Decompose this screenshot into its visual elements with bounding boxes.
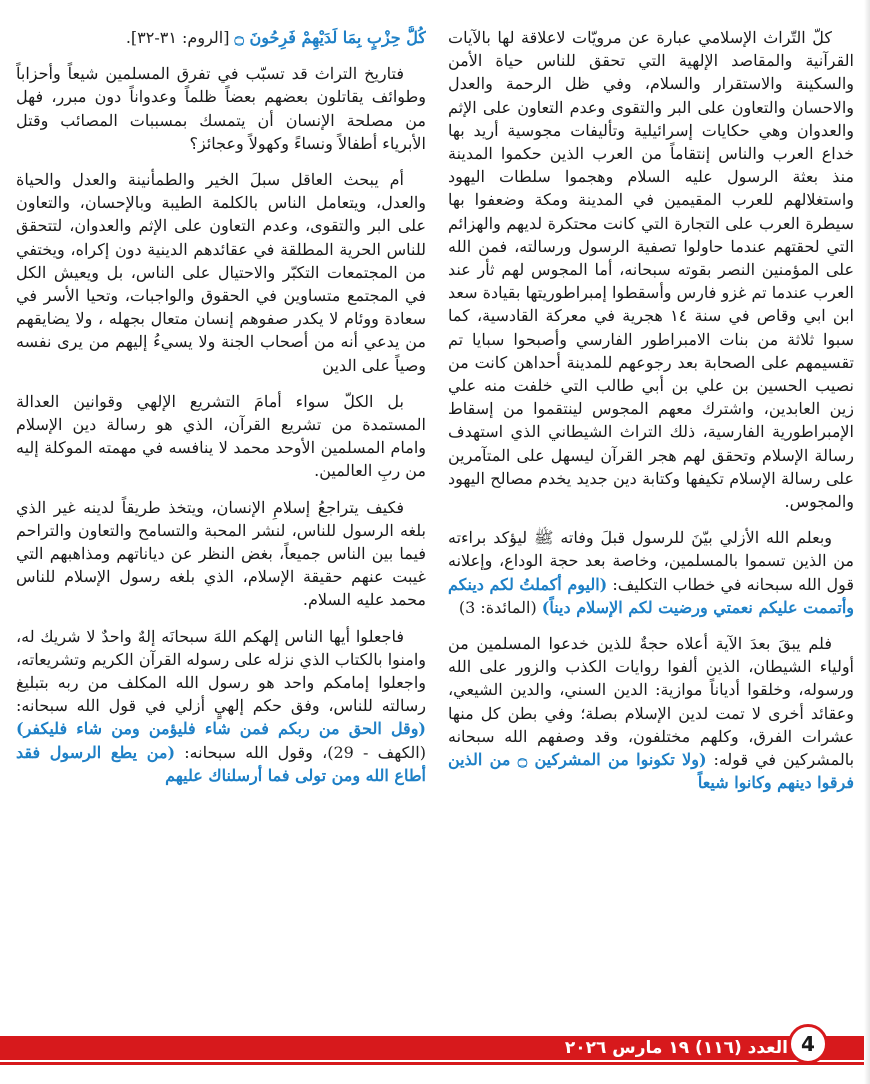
quran-verse: (اليوم أكملتُ لكم دينكم وأتممت عليكم نعمتي ورضيت لكم الإسلام ديناً): [448, 574, 854, 617]
paragraph-text: فلم يبقَ بعدَ الآية أعلاه حجةٌ للذين خدعوا المسلمين من أولياء الشيطان، الذين ألفوا روايات الكذب والزور على الله ورسوله، وخلقوا أدياناً موازية: الدين السني، والدين الشيعي، وعقائد أخرى لا تمت لدين الإسلام بصلة؛ وفي بطن كل منها عشرات الفرق، وكلهم مختلفون، وقد وصفهم الله سبحانه بالمشركين في قوله:: [448, 634, 854, 770]
paragraph-text: فاجعلوا أيها الناس إلهكم اللهَ سبحانَه إلهٌ واحدٌ لا شريك له، وامنوا بالكتاب الذي نزله على رسوله القرآن الكريم وتشريعاته، واجعلوا إمامكم واحد هو رسول الله المكلف من ربه بتبليغ رسالته للناس، وفق حكم إلهيٍ أزلي في قول الله سبحانه:: [16, 626, 426, 716]
page-number: 4: [788, 1024, 828, 1064]
paragraph: أم يبحث العاقل سبلَ الخير والطمأنينة والعدل والحياة والعدل، ويتعامل الناس بالكلمة الطيبة وبالإحسان، والتعاون على البر والتقوى، وعدم التعاون على الإثم والعدوان، لتتحقق للناس الحرية المطلقة في عقائدهم الدينية دون إكراه، ويختفي من المجتمعات التكبّر والاحتيال على الناس، بل ويعيش الكل في المجتمع متساوين في الحقوق والواجبات، وتحيا الأسر في سعادة ووئام لا يكدر صفوهم إنسان متعال بجهله ، ولا يضايقهم من يدعي أنه من أصحاب الجنة ولا يسيءُ إليهم من يرى نفسه وصياً على الدين: [16, 170, 426, 375]
quran-verse: (من يطع الرسول فقد أطاع الله ومن تولى فما أرسلناك عليهم: [16, 742, 426, 785]
paragraph: كلّ التّراث الإسلامي عبارة عن مرويّات لاعلاقة لها بالآيات القرآنية والمقاصد الإلهية التي تحقق للناس حياة الأمن والسكينة والاستقرار والسلام، وفي ظل الرحمة والعدل والاحسان والتعاون على البر والتقوى وعدم التعاون على الإثم والعدوان وهي حكايات إسرائيلية وتأليفات مجوسية أريد بها خداع العرب والناس إنتقاماً من العرب الذين حكموا المدينة منذ بعثة الرسول عليه السلام وهجموا سلطات اليهود واستغلالهم للعرب المقيمين في المدينة ومكة وضعفوا بها سيطرة العرب على التجارة التي كانت محتكرة لديهم والهزائم التي لحقتهم عندما حاولوا تصفية الرسول ورسالته، فمن الله على المؤمنين النصر بقوته سبحانه، أما المجوس لهم ثأر عند العرب عندما تم غزو فارس وأسقطوا إمبراطوريتها بقيادة سعد ابن ابي وقاص في سنة ١٤ هجرية في معركة القادسية، كما سبوا ثلاثة من بنات الامبراطور الفارسي وأصبحوا سبايا تم تقسيمهم على الصحابة بعد رجوعهم للمدينة أحداهن كانت من نصيب الحسين بن علي بن أبي طالب التي خلفت منه علي زين العابدين، واشترك معهم المجوس لينتقموا من إسقاط الإمبراطورية الفارسية، ذلك التراث الشيطاني الذي استهدف رسالة الإسلام وتحقق لهم هجر القرآن ليسهل على المتآمرين على رسالة الإسلام تكيفها وكتابة دين جديد يخدم مصالح اليهود والمجوس.: [448, 28, 854, 512]
paragraph-text: وقول الله سبحانه:: [184, 742, 313, 762]
paragraph-text: وبعلم الله الأزلي بيّنَ للرسول قبلَ وفاته ﷺ ليؤكد براءته من الذين تسموا بالمسلمين، وخاصة بعد حجة الوداع، وإعلانه قول الله سبحانه في خطاب التكليف:: [448, 528, 854, 594]
verse-reference: [الروم: ٣١-٣٢].: [125, 28, 230, 47]
paragraph: بل الكلّ سواء أمامَ التشريع الإلهي وقوانين العدالة المستمدة من تشريع القرآن، الذي هو رسالة دين الإسلام وامام المسلمين الأوحد محمد لا ينافسه في مهمته الموكلة إليه من ربِ العالمين.: [16, 391, 426, 481]
verse-reference: (المائدة: 3): [458, 597, 537, 617]
issue-info: العدد (١١٦) ١٩ مارس ٢٠٢٦: [564, 1038, 788, 1058]
right-column: [448, 26, 854, 1030]
left-column: [16, 26, 426, 1030]
paragraph: [16, 26, 426, 49]
paragraph: [16, 625, 426, 787]
page-edge-shadow: [864, 0, 870, 1084]
quran-verse: (وقل الحق من ربكم فمن شاء فليؤمن ومن شاء فليكفر): [16, 719, 426, 739]
paragraph: فكيف يتراجعُ إسلامِ الإنسان، ويتخذ طريقاً لدينه غير الذي بلغه الرسول للناس، لنشر المحبة والتسامح والتعاون والتراحم فيما بين الناس جميعاً، بغض النظر عن دياناتهم ومذاهبهم التي غيبت عنهم حقيقة الإسلام، الذي بلغه رسول الإسلام للناس محمد عليه السلام.: [16, 497, 426, 610]
quran-verse: (ولا تكونوا من المشركين ۝ من الذين فرقوا دينهم وكانوا شيعاً: [448, 750, 854, 793]
paragraph: [448, 632, 854, 794]
footer-divider: [0, 1062, 870, 1065]
paragraph: [448, 526, 854, 619]
verse-reference: (الكهف - 29)،: [322, 742, 426, 762]
paragraph: فتاريخ التراث قد تسبّب في تفرق المسلمين شيعاً وأحزاباً وطوائف يقاتلون بعضهم بعضاً ظلماً وعدواناً دون مبرر، فهل من مصلحة الإنسان أن يتمسك بمسببات المصائب وقتل الأبرياء أطفالاً ونساءً وكهولاً وعجائز؟: [16, 64, 426, 153]
quran-verse: كُلُّ حِزْبٍ بِمَا لَدَيْهِمْ فَرِحُونَ ۝: [234, 28, 426, 47]
